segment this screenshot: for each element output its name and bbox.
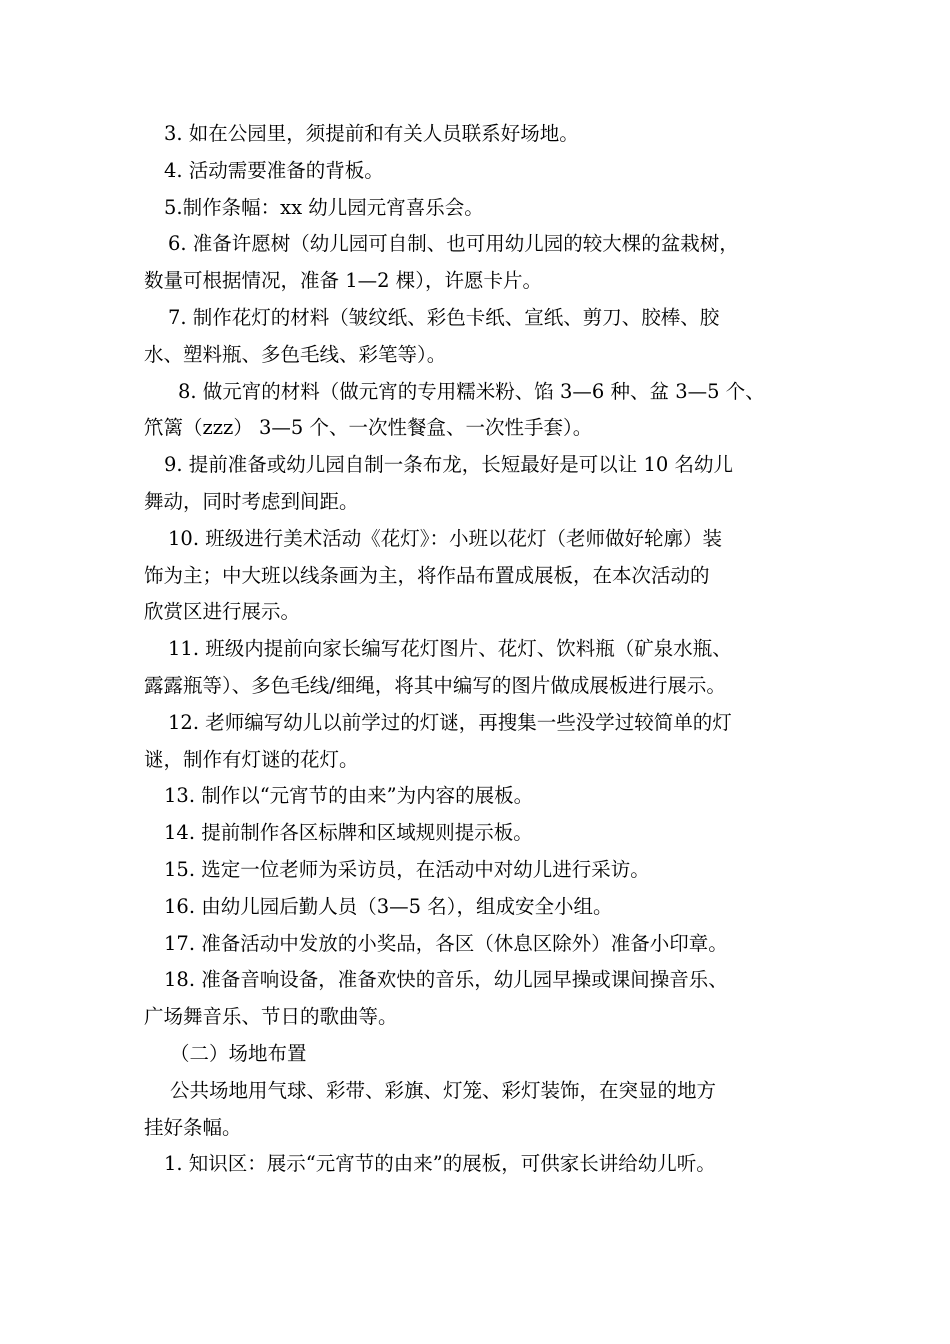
paragraph-line: 14. 提前制作各区标牌和区域规则提示板。 xyxy=(164,821,533,845)
paragraph-line: 挂好条幅。 xyxy=(144,1115,242,1139)
paragraph-line: 数量可根据情况，准备 1—2 棵），许愿卡片。 xyxy=(144,269,542,293)
paragraph-line: 广场舞音乐、节日的歌曲等。 xyxy=(144,1005,398,1029)
paragraph-line: 18. 准备音响设备，准备欢快的音乐，幼儿园早操或课间操音乐、 xyxy=(164,968,728,992)
paragraph-line: 12. 老师编写幼儿以前学过的灯谜，再搜集一些没学过较简单的灯 xyxy=(168,710,732,734)
paragraph-line: 水、塑料瓶、多色毛线、彩笔等）。 xyxy=(144,342,447,366)
paragraph-line: 9. 提前准备或幼儿园自制一条布龙，长短最好是可以让 10 名幼儿 xyxy=(164,453,734,477)
paragraph-line: 3. 如在公园里，须提前和有关人员联系好场地。 xyxy=(164,122,579,145)
paragraph-line: 7. 制作花灯的材料（皱纹纸、彩色卡纸、宣纸、剪刀、胶棒、胶 xyxy=(168,305,720,329)
paragraph-line: 17. 准备活动中发放的小奖品，各区（休息区除外）准备小印章。 xyxy=(164,931,728,955)
paragraph-line: 谜，制作有灯谜的花灯。 xyxy=(144,747,359,771)
paragraph-line: 欣赏区进行展示。 xyxy=(144,600,301,624)
paragraph-line: 6. 准备许愿树（幼儿园可自制、也可用幼儿园的较大棵的盆栽树， xyxy=(168,232,739,256)
paragraph-line: 1. 知识区：展示“元宵节的由来”的展板，可供家长讲给幼儿听。 xyxy=(164,1152,716,1176)
paragraph-line: 露露瓶等）、多色毛线/细绳，将其中编写的图片做成展板进行展示。 xyxy=(144,673,726,697)
paragraph-line: 13. 制作以“元宵节的由来”为内容的展板。 xyxy=(164,784,534,808)
paragraph-line: 15. 选定一位老师为采访员，在活动中对幼儿进行采访。 xyxy=(164,857,650,881)
paragraph-line: 10. 班级进行美术活动《花灯》：小班以花灯（老师做好轮廓）装 xyxy=(168,526,722,550)
paragraph-line: 16. 由幼儿园后勤人员（3—5 名），组成安全小组。 xyxy=(164,894,613,918)
document-body xyxy=(144,116,844,1183)
paragraph-line: 笊篱（zzz） 3—5 个、一次性餐盒、一次性手套）。 xyxy=(144,416,593,440)
paragraph-line: 舞动，同时考虑到间距。 xyxy=(144,489,359,513)
paragraph-line: 公共场地用气球、彩带、彩旗、灯笼、彩灯装饰，在突显的地方 xyxy=(170,1078,717,1102)
paragraph-line: 5.制作条幅：xx 幼儿园元宵喜乐会。 xyxy=(164,195,484,219)
paragraph-line: 饰为主；中大班以线条画为主，将作品布置成展板，在本次活动的 xyxy=(144,563,710,587)
paragraph-line: 8. 做元宵的材料（做元宵的专用糯米粉、馅 3—6 种、盆 3—5 个、 xyxy=(178,379,765,403)
paragraph-line: 4. 活动需要准备的背板。 xyxy=(164,158,384,182)
section-heading: （二）场地布置 xyxy=(170,1041,307,1065)
paragraph-line: 11. 班级内提前向家长编写花灯图片、花灯、饮料瓶（矿泉水瓶、 xyxy=(168,637,732,661)
